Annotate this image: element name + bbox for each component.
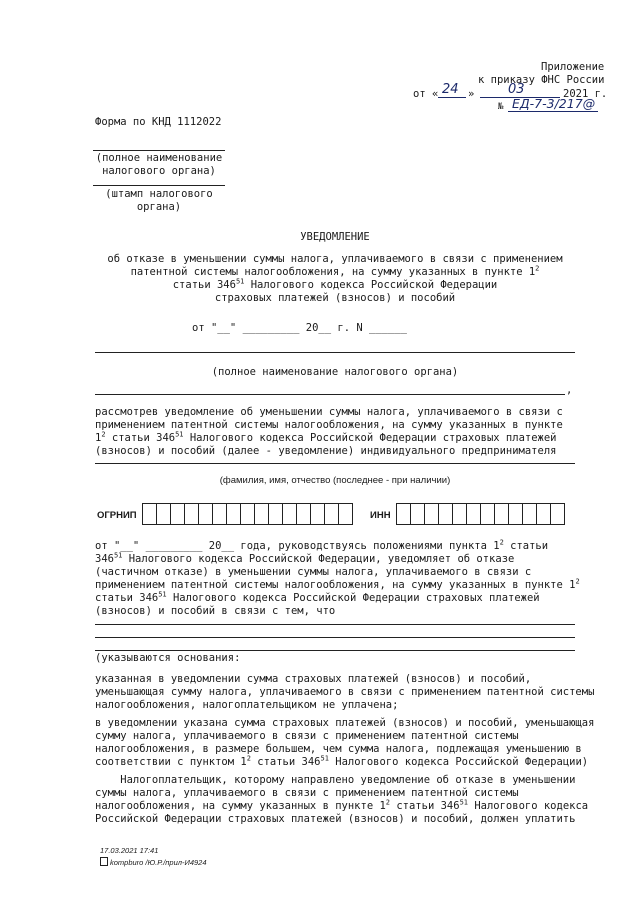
caption-fio: (фамилия, имя, отчество (последнее - при наличии) bbox=[219, 475, 451, 486]
para3-l3: налогообложения, на сумму указанных в пункте $1^2$ статьи $346^{51}$ Налогового кодекса bbox=[95, 798, 589, 812]
order-date-prefix: от « bbox=[413, 88, 439, 100]
para2-l5: статьи $346^{51}$ Налогового кодекса Российской Федерации страховых платежей bbox=[95, 590, 540, 604]
subtitle-l4: страховых платежей (взносов) и пособий bbox=[214, 292, 456, 304]
document-icon bbox=[100, 857, 108, 866]
para2-l4: применением патентной системы налогообложения, на сумму указанных в пункте $1^2$ bbox=[95, 577, 580, 591]
para3-l4: Российской Федерации страховых платежей (взносов) и пособий, должен уплатить bbox=[95, 813, 576, 825]
footer-stamp-date: 17.03.2021 17:41 bbox=[100, 846, 159, 855]
subtitle-l1: об отказе в уменьшении суммы налога, уплачиваемого в связи с применением bbox=[107, 253, 563, 265]
ground2-l4: соответствии с пунктом $1^2$ статьи $346^{51}$ Налогового кодекса Российской Федерации) bbox=[95, 754, 589, 768]
caption-tax-authority: (полное наименование налогового органа) bbox=[211, 366, 459, 378]
notice-date-number: от "__" _________ 20__ г. N ______ bbox=[192, 322, 407, 334]
para2-l1: от "__" _________ 20__ года, руководствуясь положениями пункта $1^2$ статьи bbox=[95, 538, 549, 552]
ogrnip-label: ОГРНИП bbox=[97, 510, 137, 521]
ogrnip-cells[interactable] bbox=[142, 503, 352, 525]
subtitle-l3: статьи $346^{51}$ Налогового кодекса Российской Федерации bbox=[172, 277, 498, 291]
order-number-sign: № bbox=[498, 102, 504, 112]
comma: , bbox=[566, 384, 573, 396]
footer-stamp-user: kompburo /Ю.Р./прил-И4924 bbox=[100, 857, 207, 868]
ground1-l2: уменьшающая сумму налога, уплачиваемого в связи с применением патентной системы bbox=[95, 686, 595, 698]
ground2-l3: налогообложения, в размере большем, чем сумма налога, подлежащая уменьшению в bbox=[95, 743, 582, 755]
tax-authority-caption-l2: налогового органа) bbox=[102, 165, 216, 177]
tax-authority-caption-l1: (полное наименование bbox=[95, 152, 223, 164]
order-month-handwritten: 03 bbox=[508, 82, 525, 97]
para1-l4: (взносов) и пособий (далее - уведомление) индивидуального предпринимателя bbox=[95, 445, 557, 457]
para2-l2: $346^{51}$ Налогового кодекса Российской Федерации, уведомляет об отказе bbox=[95, 551, 515, 565]
subtitle-l2: патентной системы налогообложения, на сумму указанных в пункте $1^2$ bbox=[130, 264, 540, 278]
para2-l3: (частичном отказе) в уменьшении суммы налога, уплачиваемого в связи с bbox=[95, 566, 532, 578]
para1-l2: применением патентной системы налогообложения, на сумму указанных в пункте bbox=[95, 419, 563, 431]
ground2-l1: в уведомлении указана сумма страховых платежей (взносов) и пособий, уменьшающая bbox=[95, 717, 595, 729]
para3-l1: Налогоплательщик, которому направлено уведомление об отказе в уменьшении bbox=[95, 774, 576, 786]
ground1-l3: налогообложения, налогоплательщиком не уплачена; bbox=[95, 699, 399, 711]
order-year: 2021 г. bbox=[563, 88, 608, 100]
inn-cells[interactable] bbox=[396, 503, 564, 525]
order-date-quote: » bbox=[468, 88, 475, 100]
appendix-label: Приложение bbox=[541, 61, 605, 73]
stamp-caption-l1: (штамп налогового bbox=[105, 188, 213, 200]
stamp-caption-l2: органа) bbox=[136, 201, 182, 213]
para1-l3: $1^2$ статьи $346^{51}$ Налогового кодекса Российской Федерации страховых платежей bbox=[95, 430, 557, 444]
document-title: УВЕДОМЛЕНИЕ bbox=[300, 231, 370, 243]
order-number-handwritten: ЕД-7-3/217@ bbox=[512, 96, 596, 111]
caption-grounds: (указываются основания: bbox=[95, 652, 241, 664]
para3-l2: суммы налога, уплачиваемого в связи с применением патентной системы bbox=[95, 787, 519, 799]
para2-l6: (взносов) и пособий в связи с тем, что bbox=[95, 605, 336, 617]
form-code: Форма по КНД 1112022 bbox=[95, 116, 222, 128]
inn-label: ИНН bbox=[370, 510, 391, 521]
order-reference: к приказу ФНС России bbox=[478, 74, 605, 86]
order-day-handwritten: 24 bbox=[442, 82, 459, 97]
ground1-l1: указанная в уведомлении сумма страховых платежей (взносов) и пособий, bbox=[95, 673, 532, 685]
ground2-l2: сумму налога, уплачиваемого в связи с применением патентной системы bbox=[95, 730, 519, 742]
para1-l1: рассмотрев уведомление об уменьшении суммы налога, уплачиваемого в связи с bbox=[95, 406, 563, 418]
